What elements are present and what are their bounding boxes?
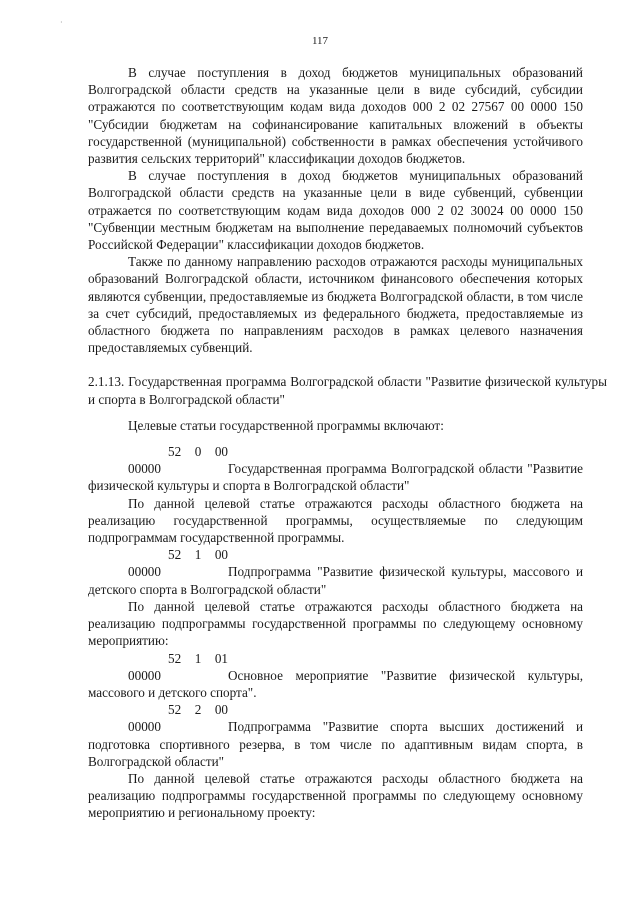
target-code: 52 2 00 00000 [128, 702, 228, 735]
paragraph-subventions: В случае поступления в доход бюджетов муниципальных образований Волгоградской области средств на указанные цели в виде субвенций, субвенции отражается по соответствующим кодам вида доходов 000 2 02 30024 00 0000 150 "Субвенции местным бюджетам на выполнение передаваемых полномочий субъектов Российской Федерации" классификации доходов бюджетов. [88, 168, 583, 253]
target-description: По данной целевой статье отражаются расходы областного бюджета на реализацию государственной программы, осуществляемые по следующим подпрограммам государственной программы. [88, 495, 583, 546]
target-item-52-2 [88, 701, 583, 770]
target-text: Подпрограмма "Развитие спорта высших достижений и подготовка спортивного резерва, в том числе по адаптивным видам спорта, в Волгоградской области" [88, 719, 583, 769]
target-code: 52 1 01 00000 [128, 650, 228, 683]
target-text: Государственная программа Волгоградской области "Развитие физической культуры и спорта в Волгоградской области" [88, 461, 583, 494]
target-description: По данной целевой статье отражаются расходы областного бюджета на реализацию подпрограммы государственной программы по следующему основному мероприятию и региональному проекту: [88, 770, 583, 821]
section-heading: 2.1.13. Государственная программа Волгоградской области "Развитие физической культуры и спорта в Волгоградской области" [88, 374, 607, 407]
target-code: 52 0 00 00000 [128, 444, 228, 477]
corner-mark: · [60, 18, 63, 27]
intro-line: Целевые статьи государственной программы включают: [128, 417, 444, 433]
document-body [88, 64, 607, 822]
target-item-52-0 [88, 443, 583, 495]
page-number: 117 [311, 35, 329, 47]
target-description: По данной целевой статье отражаются расходы областного бюджета на реализацию подпрограммы государственной программы по следующему основному мероприятию: [88, 598, 583, 649]
target-item-52-1 [88, 546, 583, 598]
target-text: Подпрограмма "Развитие физической культуры, массового и детского спорта в Волгоградской области" [88, 564, 583, 597]
target-text: Основное мероприятие "Развитие физической культуры, массового и детского спорта". [88, 667, 583, 700]
target-item-52-1-01 [88, 650, 583, 702]
target-code: 52 1 00 00000 [128, 547, 228, 580]
paragraph-subsidies: В случае поступления в доход бюджетов муниципальных образований Волгоградской области средств на указанные цели в виде субсидий, субсидии отражаются по соответствующим кодам вида доходов 000 2 02 27567 00 0000 150 "Субсидии бюджетам на софинансирование капитальных вложений в объекты государственной (муниципальной) собственности в рамках обеспечения устойчивого развития сельских территорий" классификации доходов бюджетов. [88, 65, 583, 167]
paragraph-also: Также по данному направлению расходов отражаются расходы муниципальных образований Волгоградской области, источником финансового обеспечения которых являются субвенции, предоставляемые из бюджета Волгоградской области, в том числе за счет субсидий, предоставляемых из федерального бюджета, предоставляемые из областного бюджета по направлениям расходов в рамках целевого назначения предоставляемых субвенций. [88, 254, 583, 356]
